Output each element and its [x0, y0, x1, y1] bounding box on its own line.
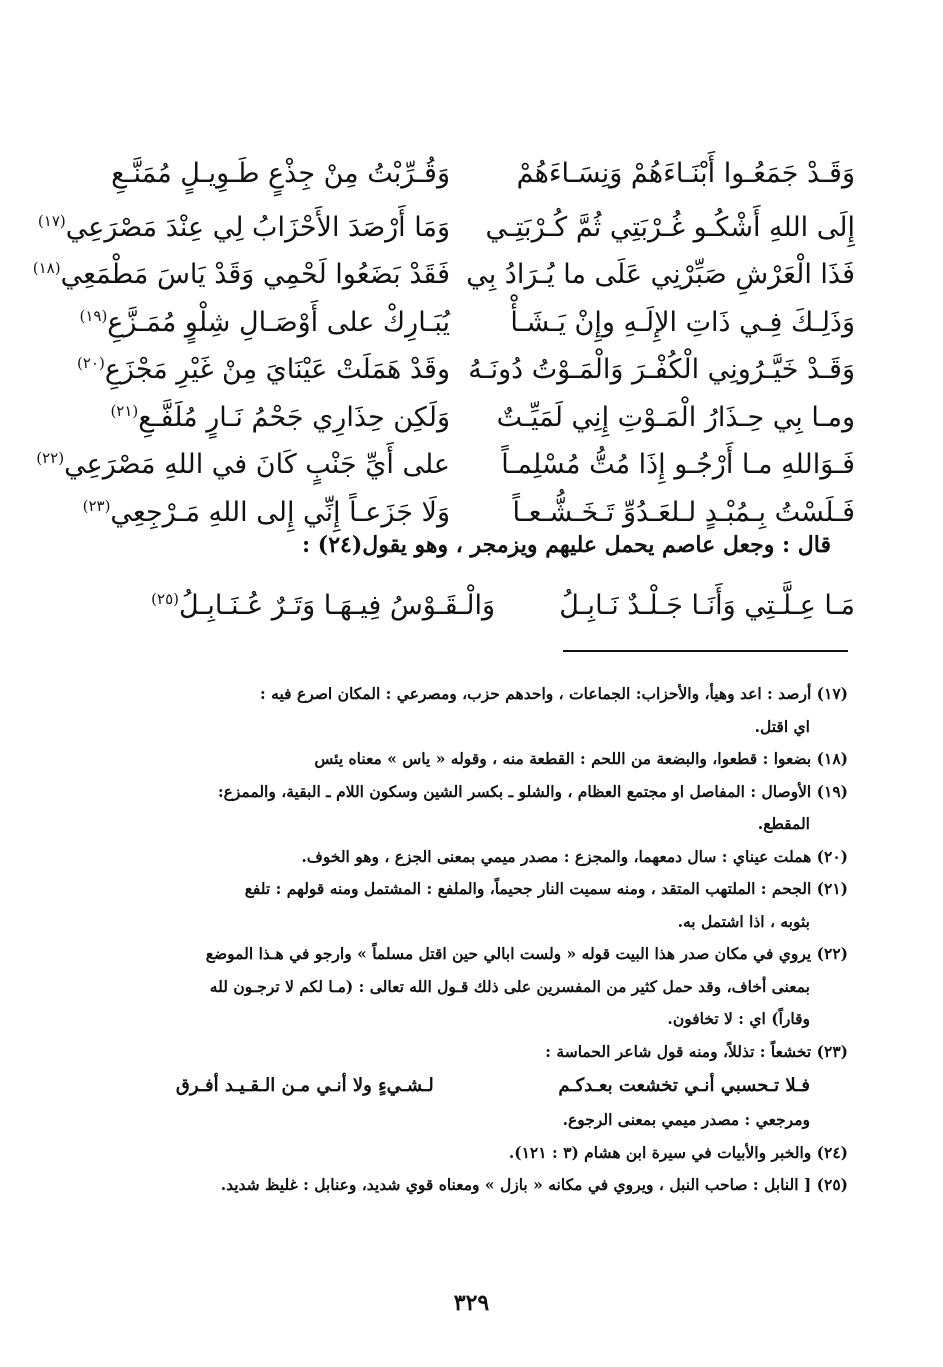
- verse-line: [36, 435, 855, 483]
- footnote-marker: (٢٠): [76, 354, 105, 372]
- footnote-19: [100, 776, 848, 841]
- footnote-line: [100, 743, 848, 776]
- verse-second-hemistich: [95, 150, 450, 197]
- hemistich-text: وَمَا أَرْصَدَ الأَحْزَابُ لِي عِنْدَ مَصْرَعِي: [65, 211, 450, 243]
- footnote-text: هملت عيناي : سال دمعهما، والمجزع : مصدر ميمي بمعنى الجزع ، وهو الخوف.: [301, 846, 812, 866]
- footnote-25: [100, 1169, 848, 1202]
- verse-first-hemistich: إِلَى اللهِ أَشْكُـو غُـرْبَتِي ثُمَّ كُـرْبَتِـي: [485, 211, 855, 243]
- verse-line: [32, 245, 855, 293]
- footnote-text: تخشعاً : تذللاً، ومنه قول شاعر الحماسة :: [545, 1041, 812, 1061]
- footnote-21: [100, 873, 848, 938]
- footnote-continuation: اي اقتل.: [754, 716, 810, 736]
- verse-second-hemistich: [82, 483, 450, 536]
- footnote-continuation: بثوبه ، اذا اشتمل به.: [677, 911, 810, 931]
- footnote-line: [100, 938, 848, 971]
- footnote-label: (١٩): [816, 781, 848, 801]
- verse-second-hemistich: [32, 245, 450, 298]
- hemistich-text: وَلَكِن حِذَارِي جَحْمُ نَـارٍ مُلَفَّـعِ: [138, 401, 450, 433]
- footnote-marker: (١٧): [37, 211, 66, 230]
- footnote-label: (١٧): [816, 684, 848, 703]
- single-verse: [95, 590, 855, 621]
- verse-line: [76, 340, 855, 388]
- footnote-24: [100, 1137, 848, 1170]
- footnote-text: أرصد : اعد وهيأ، والأحزاب: الجماعات ، واحدهم حزب، ومصرعي : المكان اصرع فيه :: [260, 684, 812, 703]
- verse-line: [95, 388, 855, 436]
- footnote-continuation: المقطع.: [757, 814, 810, 833]
- verse-line: [79, 293, 855, 341]
- hemistich-text: وَالْـقَـوْسُ فِيـهَـا وَتَـرٌ عُـنَـابِـلُ: [179, 590, 495, 621]
- footnote-23: [100, 1036, 848, 1137]
- footnote-marker: (٢٥): [151, 590, 180, 608]
- footnote-continuation: ومرجعي : مصدر ميمي بمعنى الرجوع.: [562, 1110, 810, 1129]
- footnote-marker: (٢٢): [36, 449, 65, 467]
- verse-first-hemistich: فَـوَاللهِ مـا أَرْجُـو إِذَا مُتُّ مُسْلِمـاً: [501, 449, 855, 480]
- footnote-label: (١٨): [816, 749, 848, 768]
- verse-second-hemistich: [79, 293, 450, 346]
- hemistich-text: وَلَا جَزَعـاً إِنِّي إِلى اللهِ مَـرْجِعِي: [110, 496, 450, 528]
- footnote-17: [100, 678, 848, 743]
- footnote-marker: (٢١): [110, 401, 139, 420]
- footnote-18: [100, 743, 848, 776]
- footnote-text: بضعوا : قطعوا، والبضعة من اللحم : القطعة منه ، وقوله « ياس » معناه يئس: [314, 749, 812, 768]
- verse-first-hemistich: فَـلَسْتُ بِـمُبْـدٍ لـلعَـدُوِّ تَـخَـشُّـعـاً: [512, 496, 855, 528]
- verse-second-hemistich: [95, 388, 450, 441]
- verse-second-hemistich: [36, 435, 450, 488]
- verse-line: [37, 198, 855, 246]
- quoted-verse: [100, 1068, 848, 1104]
- footnote-text: الجحم : الملتهب المتقد ، ومنه سميت النار جحيماً، والملفع : المشتمل ومنه قولهم : تلفع: [244, 879, 812, 898]
- footnote-20: [100, 841, 848, 874]
- verse-first-hemistich: مَـا عِـلَّـتِي وَأَنَـا جَـلْـدٌ نَـابِـلُ: [559, 590, 855, 621]
- footnote-marker: (١٨): [32, 259, 61, 277]
- footnote-label: (٢٢): [816, 944, 848, 963]
- verse-second-hemistich: [95, 590, 495, 621]
- verse-line: [82, 483, 855, 531]
- footnote-label: (٢١): [816, 879, 848, 898]
- verse-first-hemistich: فَذَا الْعَرْشِ صَبِّرْنِي عَلَى ما يُـرَادُ بِي: [466, 259, 855, 290]
- verse-first-hemistich: فـلا تـحسبي أنـي تخشعت بعـدكـم: [558, 1075, 810, 1096]
- footnote-continuation: وقاراً) اي : لا تخافون.: [667, 1009, 810, 1028]
- hemistich-text: وَقُـرِّبْتُ مِنْ جِذْعٍ طَـوِيـلٍ مُمَنَّـعِ: [111, 158, 450, 189]
- footnote-22: [100, 938, 848, 1036]
- verse-second-hemistich: [76, 340, 450, 393]
- verse-first-hemistich: وَذَلِـكَ فِـي ذَاتِ الإِلَـهِ وإِنْ يَـشَـأْ: [510, 306, 855, 338]
- footnote-text: الأوصال : المفاصل او مجتمع العظام ، والشلو ـ بكسر الشين وسكون اللام ـ البقية، والممزع:: [217, 781, 812, 801]
- footnote-separator: [563, 650, 848, 652]
- hemistich-text: يُبَـارِكْ على أَوْصَـالِ شِلْوٍ مُمَـزَّعِ: [107, 306, 450, 338]
- verse-line: [95, 150, 855, 198]
- footnote-line: [100, 841, 848, 874]
- footnote-line: [100, 1169, 848, 1202]
- footnotes: [100, 678, 848, 1202]
- footnote-label: (٢٠): [816, 846, 848, 866]
- verse-second-hemistich: [37, 198, 450, 251]
- footnote-marker: (٢٣): [82, 496, 111, 515]
- footnote-line: [100, 776, 848, 809]
- footnote-text: يروي في مكان صدر هذا البيت قوله « ولست ابالي حين اقتل مسلماً » وارجو في هـذا الموضع: [205, 944, 812, 963]
- footnote-line: [100, 873, 848, 906]
- page-number: ٣٢٩: [453, 1290, 490, 1316]
- hemistich-text: وقَدْ هَمَلَتْ عَيْنَايَ مِنْ غَيْرِ مَجْزَعِ: [104, 354, 450, 385]
- footnote-continuation: بمعنى أخاف، وقد حمل كثير من المفسرين على ذلك قـول الله تعالى : (مـا لكم لا ترجـون لله: [209, 976, 810, 996]
- verse-first-hemistich: وَقَـدْ جَمَعُـوا أَبْنَـاءَهُمْ وَنِسَـاءَهُمْ: [516, 158, 855, 189]
- footnote-line: [100, 1036, 848, 1069]
- narration-line: قال : وجعل عاصم يحمل عليهم ويزمجر ، وهو يقول(٢٤) :: [302, 532, 831, 558]
- footnote-label: (٢٤): [816, 1142, 848, 1162]
- hemistich-text: على أَيِّ جَنْبٍ كَانَ في اللهِ مَصْرَعِي: [64, 449, 450, 480]
- footnote-line: [100, 678, 848, 711]
- verse-first-hemistich: ومـا بِي حِـذَارُ الْمَـوْتِ إِنِي لَمَيِّـتٌ: [496, 401, 855, 433]
- poem-block: [32, 150, 855, 530]
- footnote-text: والخبر والأبيات في سيرة ابن هشام (٣ : ١٢١).: [508, 1142, 812, 1162]
- footnote-marker: (١٩): [79, 306, 108, 325]
- hemistich-text: فَقَدْ بَضَعُوا لَحْمِي وَقَدْ يَاسَ مَطْمَعِي: [60, 259, 450, 290]
- verse-first-hemistich: وَقَـدْ خَيَّـرُونِي الْكُفْـرَ وَالْمَـوْتُ دُونَـهُ: [468, 354, 855, 385]
- footnote-label: (٢٣): [816, 1041, 848, 1061]
- footnote-line: [100, 1137, 848, 1170]
- footnote-text: [ النابل : صاحب النبل ، ويروي في مكانه « بازل » ومعناه قوي شديد، وعنابل : غليظ شديد.: [220, 1175, 812, 1194]
- verse-second-hemistich: لـشـيءٍ ولا أنـي مـن الـقـيـد أفـرق: [175, 1075, 434, 1096]
- footnote-label: (٢٥): [816, 1175, 848, 1194]
